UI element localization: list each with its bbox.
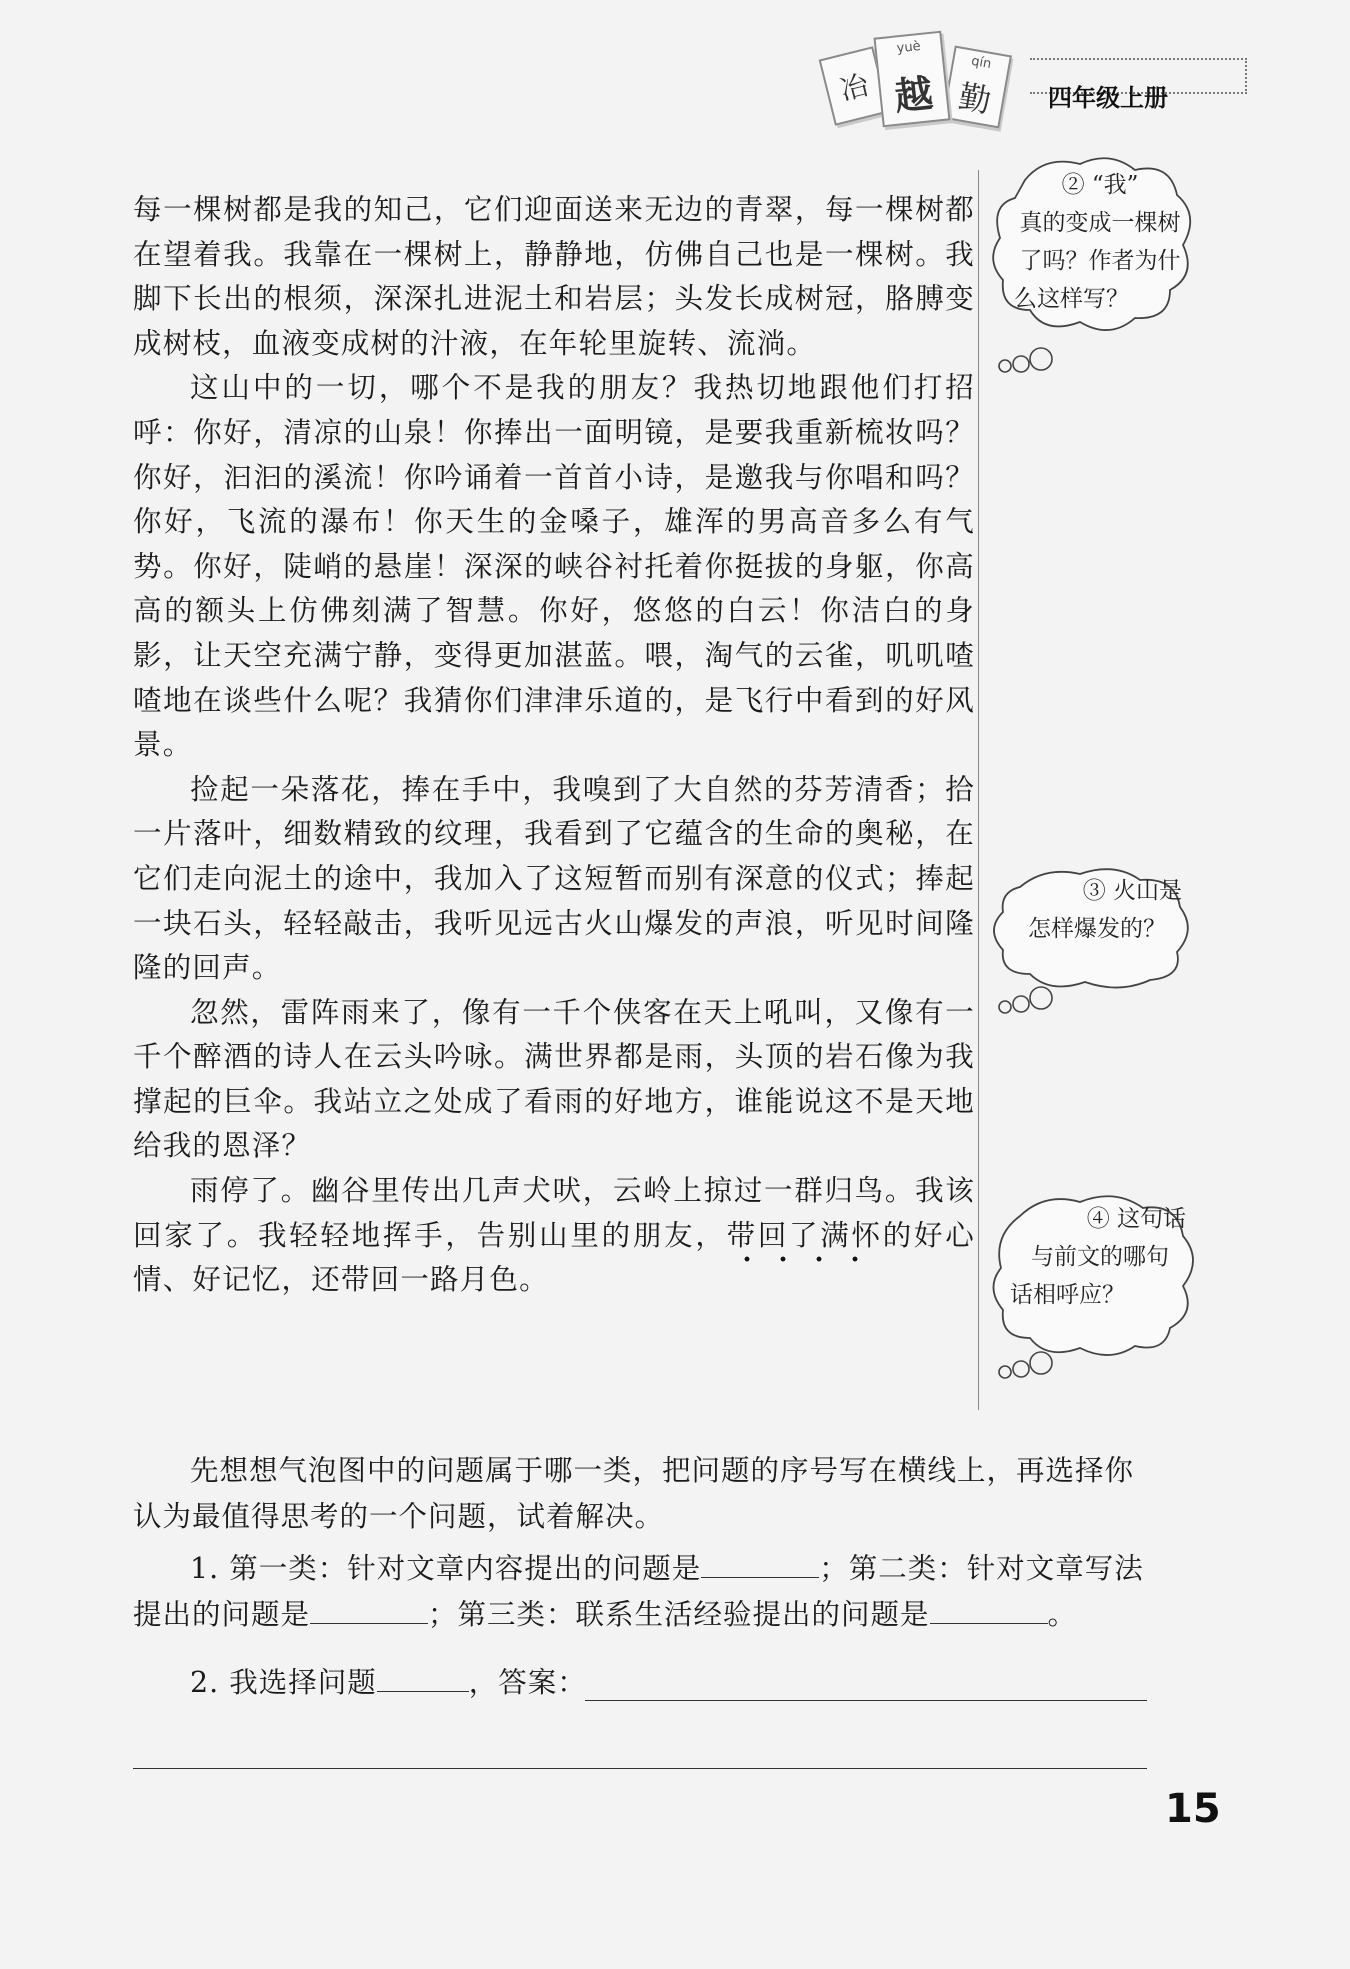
q2-blank-choice[interactable] (377, 1661, 469, 1692)
q1-blank-life[interactable] (930, 1593, 1048, 1624)
bubble-4-text-line-3: 话相呼应？ (1010, 1282, 1125, 1308)
grade-label: 四年级上册 (1048, 84, 1168, 112)
header-card-2 (873, 31, 950, 128)
header-card-pinyin-2: yuè (896, 38, 922, 57)
passage-paragraph-4: 忽然，雷阵雨来了，像有一千个侠客在天上吼叫，又像有一千个醉酒的诗人在云头吟咏。满世界都是雨，头顶的岩石像为我撑起的巨伞。我站立之处成了看雨的好地方，谁能说这不是天地给我的恩泽？ (133, 995, 975, 1163)
instruction-text: 先想想气泡图中的问题属于哪一类，把问题的序号写在横线上，再选择你认为最值得思考的一个问题，试着解决。 (133, 1454, 1135, 1533)
q1-part-3: 法提出的问题是 (133, 1552, 1144, 1631)
bubble-3-text-line-2: 怎样爆发的？ (1028, 916, 1166, 942)
passage-paragraph-3: 捡起一朵落花，捧在手中，我嗅到了大自然的芬芳清香；拾一片落叶，细数精致的纹理，我看到了它蕴含的生命的奥秘，在它们走向泥土的途中，我加入了这短暂而别有深意的仪式；捧起一块石头，轻轻敲击，我听见远古火山爆发的声浪，听见时间隆隆的回声。 (133, 772, 975, 985)
bubble-3-text (1012, 872, 1182, 948)
bubble-2-text-line-1: “我” (1091, 172, 1139, 198)
bubble-2-text-line-3: 了吗？作者为什 (1019, 248, 1181, 274)
q1-blank-method[interactable] (310, 1593, 428, 1624)
passage-paragraph-1: 每一棵树都是我的知己，它们迎面送来无边的青翠，每一棵树都在望着我。我靠在一棵树上，静静地，仿佛自己也是一棵树。我脚下长出的根须，深深扎进泥土和岩层；头发长成树冠，胳膊变成树枝，血液变成树的汁液，在年轮里旋转、流淌。 (133, 193, 975, 360)
header-card-pinyin-3: qín (970, 53, 993, 73)
bubble-3-line-1 (1012, 872, 1182, 910)
bubble-4-text-line-1: 这句话 (1117, 1206, 1186, 1232)
bubble-2-line-1 (1010, 166, 1190, 204)
header-card-char-3: 勤 (955, 77, 994, 121)
passage-paragraph-2: 这山中的一切，哪个不是我的朋友？我热切地跟他们打招呼：你好，清凉的山泉！你捧出一面明镜，是要我重新梳妆吗？你好，汩汩的溪流！你吟诵着一首首小诗，是邀我与你唱和吗？你好，飞流的瀑布！你天生的金嗓子，雄浑的男高音多么有气势。你好，陡峭的悬崖！深深的峡谷衬托着你挺拔的身躯，你高高的额头上仿佛刻满了智慧。你好，悠悠的白云！你洁白的身影，让天空充满宁静，变得更加湛蓝。喂，淘气的云雀，叽叽喳喳地在谈些什么呢？我猜你们津津乐道的，是飞行中看到的好风景。 (133, 371, 975, 762)
margin-divider (978, 170, 979, 1410)
passage (133, 188, 975, 1303)
q1-part-4: ；第三类：联系生活经验提出的问题是 (428, 1598, 930, 1631)
question-1 (133, 1546, 1153, 1638)
q1-blank-content[interactable] (701, 1547, 819, 1578)
answer-line-2[interactable] (133, 1768, 1147, 1769)
bubble-4-number: ④ (1086, 1206, 1110, 1232)
answer-line-1[interactable] (585, 1700, 1147, 1701)
bubble-2-text (1010, 166, 1190, 318)
question-1-text (133, 1546, 1153, 1638)
bubble-4-text-line-2: 与前文的哪句 (1031, 1244, 1169, 1270)
bubble-2-text-line-2: 真的变成一棵树 (1019, 210, 1181, 236)
q1-part-2: ；第二类：针对文章写 (819, 1552, 1115, 1585)
exercise-instruction (133, 1448, 1153, 1540)
bubble-3-number: ③ (1082, 878, 1106, 904)
q2-part-1: 2. 我选择问题 (190, 1666, 377, 1699)
passage-paragraph-5 (133, 1169, 975, 1303)
header-card-3 (942, 46, 1012, 129)
bubble-4-line-1 (1010, 1200, 1190, 1238)
paragraph-5-start: 雨停了。幽谷里传出几声犬吠，云岭上掠过一群归鸟。我该回家了。我轻轻地挥手，告别山里的朋友， (133, 1174, 975, 1252)
emphasis-phrase-2: 的好心情、好记忆 (133, 1218, 975, 1297)
bubble-4-text (1010, 1200, 1190, 1314)
emphasis-phrase-1: 带回了满怀 (726, 1218, 883, 1252)
header-card-char-1: 冶 (836, 68, 872, 107)
q2-part-2: ，答案： (468, 1666, 587, 1699)
q1-part-1: 1. 第一类：针对文章内容提出的问题是 (190, 1552, 702, 1585)
paragraph-5-end: ，还带回一路月色。 (281, 1263, 549, 1297)
bubble-3-text-line-1: 火山是 (1113, 878, 1182, 904)
bubble-2-number: ② (1061, 172, 1085, 198)
q1-end: 。 (1047, 1598, 1078, 1631)
header-card-char-2: 越 (892, 70, 935, 119)
page-number: 15 (1165, 1786, 1221, 1832)
bubble-2-text-line-4: 么这样写？ (1014, 286, 1129, 312)
